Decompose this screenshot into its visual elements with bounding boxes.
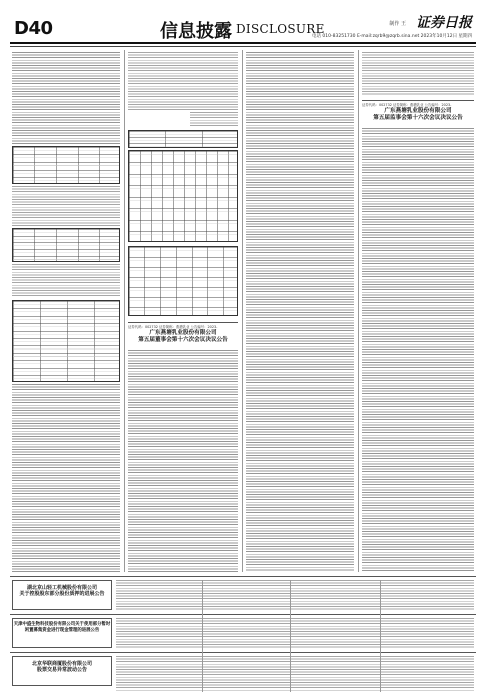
data-table [12, 228, 120, 262]
data-table [128, 130, 238, 148]
section-divider [10, 652, 476, 653]
notice-divider [128, 322, 238, 323]
section-title: 信息披露 [160, 21, 232, 42]
section-title-en: DISCLOSURE [236, 22, 325, 36]
column-rule [380, 580, 381, 692]
newspaper-logo: 证券日报 [416, 15, 472, 31]
signature-block [190, 112, 238, 126]
masthead [10, 8, 476, 44]
column-rule [358, 50, 359, 572]
notice-subtitle: 股票交易异常波动公告 [36, 667, 87, 674]
masthead-rule [10, 46, 476, 47]
notice-subtitle: 闲置募集资金进行现金管理的进展公告 [24, 627, 100, 633]
column-rule [242, 50, 243, 572]
column-text-block [128, 350, 238, 572]
notice-title: 北京华联商厦股份有限公司 [31, 661, 92, 667]
notice-heading [12, 622, 112, 633]
column-text-block [12, 264, 120, 298]
data-table [128, 246, 238, 316]
section-divider [10, 576, 476, 577]
editor-credit: 制作 王 [389, 21, 406, 27]
notice-subtitle: 第五届监事会第十六次会议决议公告 [373, 114, 463, 121]
notice-title: 湖北京山轻工机械股份有限公司 [26, 585, 97, 591]
column-rule [124, 50, 125, 572]
notice-heading [12, 585, 112, 598]
data-table [128, 150, 238, 242]
data-table [12, 300, 120, 382]
column-rule [290, 580, 291, 692]
column-rule [202, 580, 203, 692]
column-text-block [12, 186, 120, 226]
notice-title: 广东燕塘乳业股份有限公司 [384, 108, 452, 114]
data-table [12, 146, 120, 184]
notice-heading [362, 108, 474, 122]
column-text-block [362, 128, 474, 572]
notice-subtitle: 关于控股股东部分股份质押的进展公告 [19, 591, 105, 598]
edition-line: 电话 010-83251730 E-mail:zqrb9@zqrb.sina.net 2023年10月12日 星期四 [311, 34, 472, 39]
security-code-line: 证券代码：002732 证券简称：燕塘乳业 公告编号：2023- [128, 325, 218, 329]
notice-heading [128, 330, 238, 344]
column-text-block [12, 384, 120, 572]
section-divider [10, 614, 476, 615]
notice-subtitle: 第五届董事会第十六次会议决议公告 [138, 336, 228, 343]
notice-body [116, 580, 474, 610]
notice-title: 广东燕塘乳业股份有限公司 [149, 330, 217, 336]
page-number: D40 [14, 18, 53, 39]
column-text-block [362, 52, 474, 96]
notice-body [116, 618, 474, 648]
notice-body [116, 656, 474, 692]
security-code-line: 证券代码：002732 证券简称：燕塘乳业 公告编号：2023- [362, 103, 452, 107]
notice-title: 天津中盛生物科技股份有限公司关于使用部分暂时 [13, 622, 111, 627]
column-text-block [246, 52, 354, 572]
column-text-block [128, 52, 238, 110]
notice-divider [362, 100, 474, 101]
notice-heading [12, 661, 112, 674]
column-text-block [12, 52, 120, 144]
